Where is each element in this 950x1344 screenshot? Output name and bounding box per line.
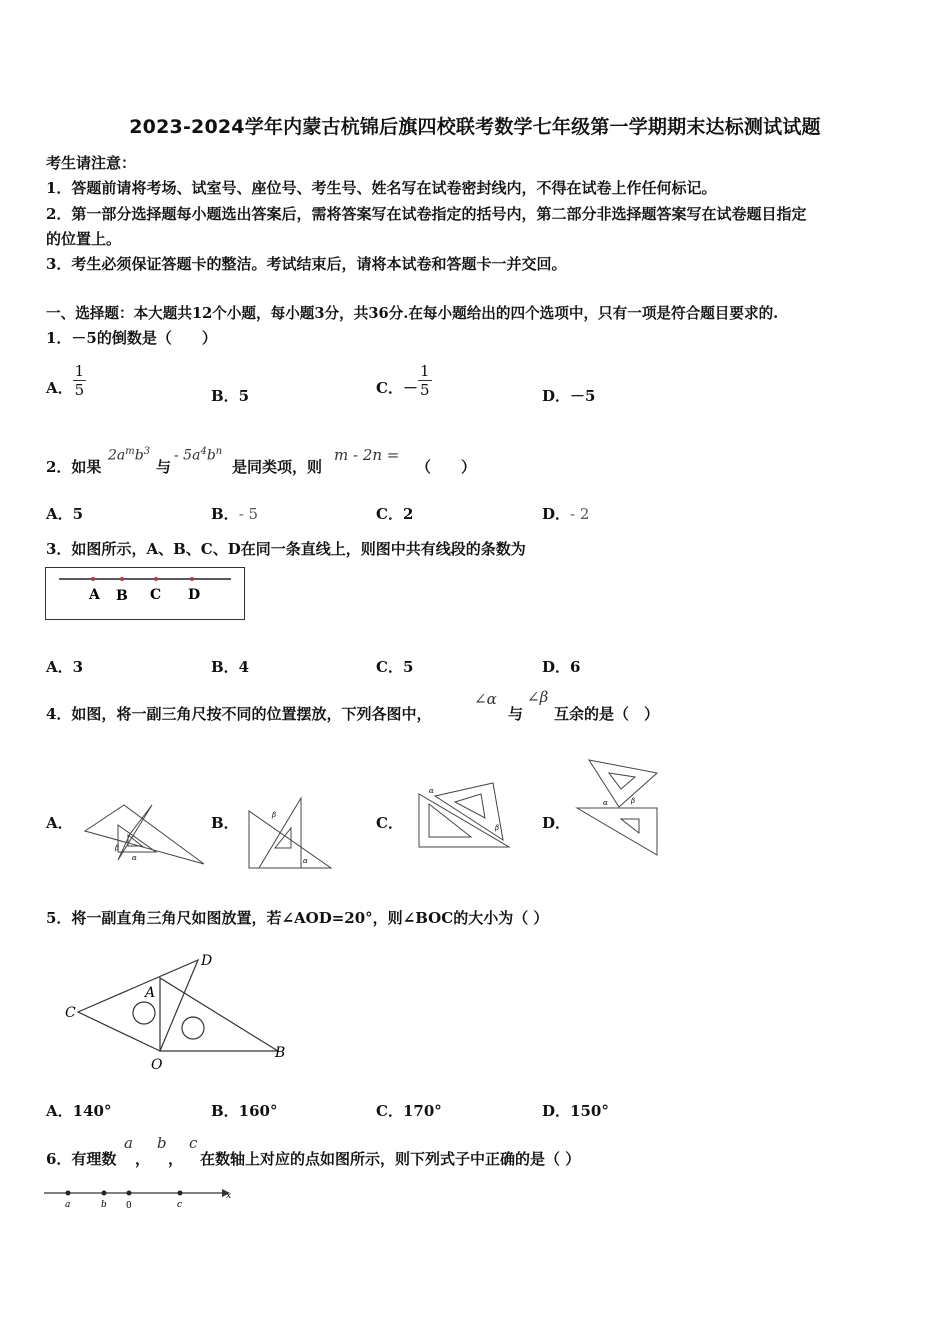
svg-text:β: β (115, 844, 120, 852)
q6-label-x: x (226, 1191, 232, 1201)
q3-label-c: C (150, 587, 162, 603)
q4-prefix: 4．如图，将一副三角尺按不同的位置摆放，下列各图中， (46, 705, 432, 723)
q4-beta: ∠β (527, 688, 549, 706)
q1-a-fraction: $\frac{1}{5}$ (74, 362, 85, 399)
q4-alpha: ∠α (474, 690, 497, 708)
q5-label-c: C (65, 1005, 76, 1021)
q3-label-b: B (116, 588, 128, 604)
q2-prefix: 2．如果 (46, 458, 102, 476)
q4-figure-a (80, 800, 210, 875)
q2-mid: 与 (156, 458, 172, 476)
q1-option-c[interactable]: C．－ $\frac{1}{5}$ (376, 362, 430, 399)
q5-figure (60, 945, 300, 1075)
q6-suffix: 在数轴上对应的点如图所示，则下列式子中正确的是（ ） (200, 1150, 581, 1168)
q4-figure-d (573, 755, 665, 863)
svg-text:β: β (495, 824, 500, 832)
q5-stem: 5．将一副直角三角尺如图放置，若∠AOD=20°，则∠BOC的大小为（ ） (46, 909, 549, 927)
q1-option-b[interactable]: B．5 (211, 387, 250, 405)
q2-option-a[interactable]: A．5 (46, 505, 84, 523)
q3-point-c (154, 577, 158, 581)
q1-c-fraction: $\frac{1}{5}$ (419, 362, 430, 399)
svg-text:α: α (603, 799, 608, 807)
q4-figure-c (415, 780, 515, 852)
q3-label-d: D (188, 587, 201, 603)
q1-option-d[interactable]: D．－5 (542, 387, 596, 405)
q2-option-d[interactable]: D．- 2 (542, 505, 590, 523)
q6-label-c: c (177, 1200, 183, 1210)
q5-label-a: A (145, 985, 156, 1001)
q5-triangle-2 (160, 978, 278, 1051)
q5-label-b: B (275, 1045, 286, 1061)
notice-item-1: 1．答题前请将考场、试室号、座位号、考生号、姓名写在试卷密封线内，不得在试卷上作任何标记。 (46, 179, 717, 197)
q6-var-c: c (189, 1134, 198, 1152)
q2-term1: $2a^mb^3$ (108, 446, 151, 464)
q4-mid: 与 (508, 705, 524, 723)
q2-term2: - $5a^4b^n$ (174, 446, 223, 464)
notice-item-2-cont: 的位置上。 (46, 230, 122, 248)
svg-text:α: α (303, 857, 308, 865)
q6-point-c (178, 1191, 183, 1196)
notice-item-3: 3．考生必须保证答题卡的整洁。考试结束后，请将本试卷和答题卡一并交回。 (46, 255, 567, 273)
q4-option-a[interactable]: A． (46, 814, 73, 832)
q2-option-b[interactable]: B．- 5 (211, 505, 259, 523)
q6-point-a (66, 1191, 71, 1196)
q5-option-a[interactable]: A．140° (46, 1102, 112, 1120)
q1-option-a[interactable]: A． $\frac{1}{5}$ (46, 362, 85, 399)
q4-figure-b (245, 795, 337, 873)
q6-comma-2: ， (168, 1150, 184, 1168)
q4-option-d[interactable]: D． (542, 814, 571, 832)
q3-figure-border (46, 568, 245, 620)
q6-comma-1: ， (135, 1150, 151, 1168)
svg-text:β: β (631, 797, 636, 805)
q3-option-a[interactable]: A．3 (46, 658, 84, 676)
q6-number-line (42, 1183, 242, 1213)
q3-point-d (190, 577, 194, 581)
q2-option-c[interactable]: C．2 (376, 505, 414, 523)
q2-paren: （ ） (416, 458, 477, 476)
page-title: 2023-2024学年内蒙古杭锦后旗四校联考数学七年级第一学期期末达标测试试题 (129, 116, 821, 138)
q3-stem: 3．如图所示，A、B、C、D在同一条直线上，则图中共有线段的条数为 (46, 540, 526, 558)
section-heading: 一、选择题：本大题共12个小题，每小题3分，共36分.在每小题给出的四个选项中，只有一项是符合题目要求的. (46, 305, 779, 322)
svg-text:α: α (429, 787, 434, 795)
q5-option-d[interactable]: D．150° (542, 1102, 609, 1120)
q4-option-c[interactable]: C． (376, 814, 403, 832)
q6-point-b (102, 1191, 107, 1196)
q1-stem: 1．－5的倒数是（ ） (46, 329, 217, 347)
q3-point-a (91, 577, 95, 581)
q6-prefix: 6．有理数 (46, 1150, 117, 1168)
q2-suffix: 是同类项，则 (232, 458, 323, 476)
q6-var-a: a (124, 1134, 133, 1152)
q4-suffix: 互余的是（ ） (554, 705, 660, 723)
notice-heading: 考生请注意： (46, 154, 137, 172)
q6-var-b: b (157, 1134, 167, 1152)
q3-option-d[interactable]: D．6 (542, 658, 581, 676)
q5-label-d: D (201, 953, 213, 969)
q6-point-0 (127, 1191, 132, 1196)
q6-label-0: 0 (126, 1201, 132, 1211)
q5-label-o: O (151, 1057, 163, 1073)
q5-option-b[interactable]: B．160° (211, 1102, 278, 1120)
q6-label-b: b (101, 1200, 107, 1210)
q3-option-b[interactable]: B．4 (211, 658, 250, 676)
q3-label-a: A (89, 587, 100, 603)
q4-option-b[interactable]: B． (211, 814, 239, 832)
q5-option-c[interactable]: C．170° (376, 1102, 442, 1120)
svg-text:β: β (272, 811, 277, 819)
q3-figure (45, 567, 246, 621)
q3-option-c[interactable]: C．5 (376, 658, 414, 676)
q2-expression: m - 2n = (334, 446, 400, 464)
svg-text:α: α (132, 854, 137, 862)
q5-triangle-1 (78, 960, 198, 1051)
q6-label-a: a (65, 1200, 71, 1210)
q3-point-b (120, 577, 124, 581)
notice-item-2: 2．第一部分选择题每小题选出答案后，需将答案写在试卷指定的括号内，第二部分非选择题答案写在试卷题目指定 (46, 205, 807, 223)
